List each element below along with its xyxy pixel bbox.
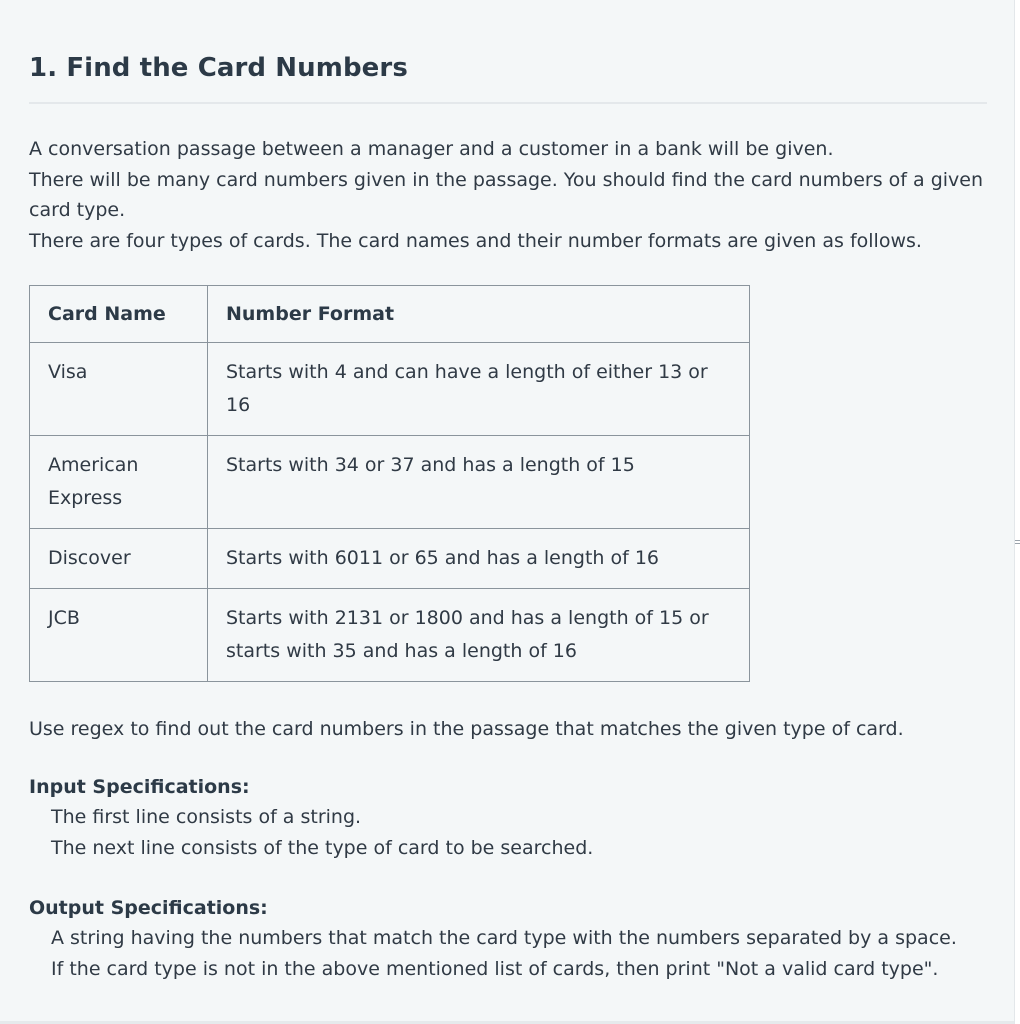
input-spec-line: The first line consists of a string. xyxy=(51,806,362,828)
input-spec-line: The next line consists of the type of card to be searched. xyxy=(51,836,594,859)
table-row xyxy=(30,529,750,589)
cell-card-name: Discover xyxy=(30,529,208,589)
header-card-name: Card Name xyxy=(30,286,208,343)
header-number-format: Number Format xyxy=(208,286,750,343)
output-spec-heading: Output Specifications: xyxy=(29,897,268,919)
table-row xyxy=(30,589,750,682)
card-format-table xyxy=(29,285,750,682)
input-spec-heading: Input Specifications: xyxy=(29,776,250,798)
cell-number-format: Starts with 4 and can have a length of either 13 or 16 xyxy=(208,343,750,436)
output-spec-line: If the card type is not in the above mentioned list of cards, then print "Not a valid card type". xyxy=(51,957,939,980)
cell-number-format: Starts with 2131 or 1800 and has a length of 15 or starts with 35 and has a length of 16 xyxy=(208,589,750,682)
output-spec-lead: A string having the numbers that match the card type with the numbers separated by a xyxy=(51,927,890,949)
table-row xyxy=(30,436,750,529)
cell-number-format: Starts with 34 or 37 and has a length of 15 xyxy=(208,436,750,529)
intro-line: There will be many card numbers given in the passage. You should find the card numbers of a given card type. xyxy=(29,168,984,221)
output-spec-line xyxy=(29,923,987,954)
scroll-edge xyxy=(1014,0,1020,1024)
intro-line: There are four types of cards. The card names and their number formats are given as follows. xyxy=(29,229,922,252)
cell-number-format: Starts with 6011 or 65 and has a length of 16 xyxy=(208,529,750,589)
cell-card-name: American Express xyxy=(30,436,208,529)
cell-card-name: JCB xyxy=(30,589,208,682)
table-row xyxy=(30,343,750,436)
table-header-row xyxy=(30,286,750,343)
cell-card-name: Visa xyxy=(30,343,208,436)
resize-handle-icon[interactable] xyxy=(1015,540,1020,544)
page-title: 1. Find the Card Numbers xyxy=(29,53,408,83)
intro-line: A conversation passage between a manager and a customer in a bank will be given. xyxy=(29,138,834,160)
output-spec-tail: space. xyxy=(895,927,957,949)
intro-text xyxy=(29,134,987,256)
title-divider xyxy=(29,102,987,104)
usage-text: Use regex to find out the card numbers in the passage that matches the given type of card. xyxy=(29,718,904,740)
